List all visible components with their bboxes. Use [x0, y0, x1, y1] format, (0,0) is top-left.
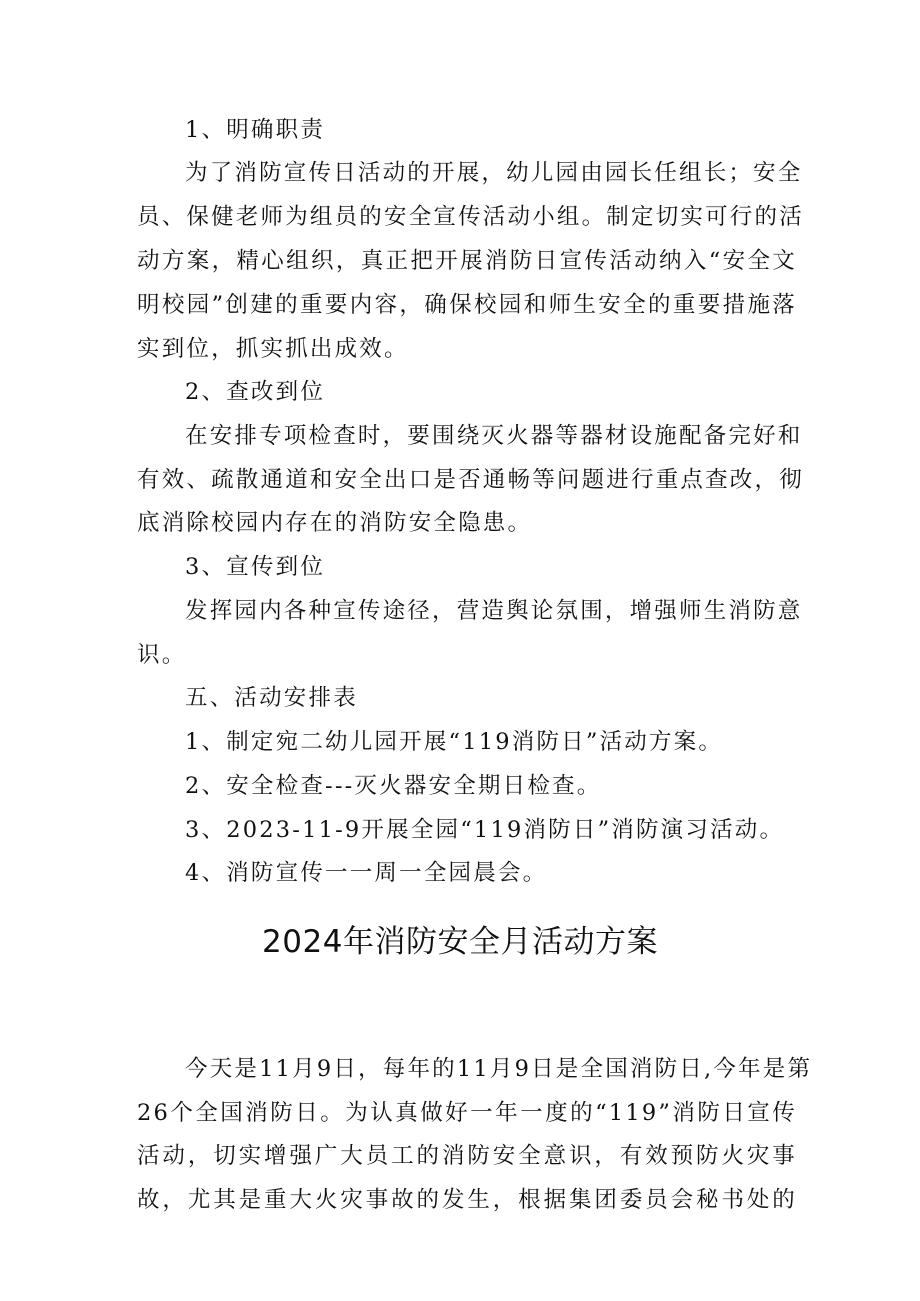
intro-paragraph-line: 今天是11月9日，每年的11月9日是全国消防日,今年是第	[185, 1056, 813, 1082]
section-heading-schedule: 五、活动安排表	[185, 685, 358, 711]
intro-paragraph-line: 故，尤其是重大火灾事故的发生，根据集团委员会秘书处的	[137, 1187, 797, 1213]
document-title: 2024年消防安全月活动方案	[262, 924, 658, 960]
schedule-item: 2、安全检查---灭火器安全期日检查。	[185, 773, 602, 799]
paragraph-line: 底消除校园内存在的消防安全隐患。	[137, 510, 533, 536]
schedule-item: 1、制定宛二幼儿园开展“119消防日”活动方案。	[185, 729, 724, 755]
schedule-item: 4、消防宣传一一周一全园晨会。	[185, 860, 548, 886]
paragraph-line: 实到位，抓实抓出成效。	[137, 336, 409, 362]
heading-clarify-duties: 1、明确职责	[185, 117, 326, 143]
paragraph-line: 为了消防宣传日活动的开展，幼儿园由园长任组长；安全	[185, 160, 803, 186]
paragraph-line: 识。	[137, 642, 187, 668]
schedule-item: 3、2023-11-9开展全园“119消防日”消防演习活动。	[185, 817, 785, 843]
paragraph-line: 员、保健老师为组员的安全宣传活动小组。制定切实可行的活	[137, 204, 804, 230]
paragraph-line: 有效、疏散通道和安全出口是否通畅等问题进行重点查改，彻	[137, 467, 804, 493]
paragraph-line: 在安排专项检查时，要围绕灭火器等器材设施配备完好和	[185, 423, 803, 449]
paragraph-line: 明校园”创建的重要内容，确保校园和师生安全的重要措施落	[137, 292, 797, 318]
intro-paragraph-line: 26个全国消防日。为认真做好一年一度的“119”消防日宣传	[137, 1100, 797, 1126]
heading-publicity: 3、宣传到位	[185, 554, 326, 580]
intro-paragraph-line: 活动，切实增强广大员工的消防安全意识，有效预防火灾事	[137, 1143, 797, 1169]
paragraph-line: 动方案，精心组织，真正把开展消防日宣传活动纳入“安全文	[137, 248, 797, 274]
paragraph-line: 发挥园内各种宣传途径，营造舆论氛围，增强师生消防意	[185, 598, 803, 624]
heading-inspect-rectify: 2、查改到位	[185, 379, 326, 405]
